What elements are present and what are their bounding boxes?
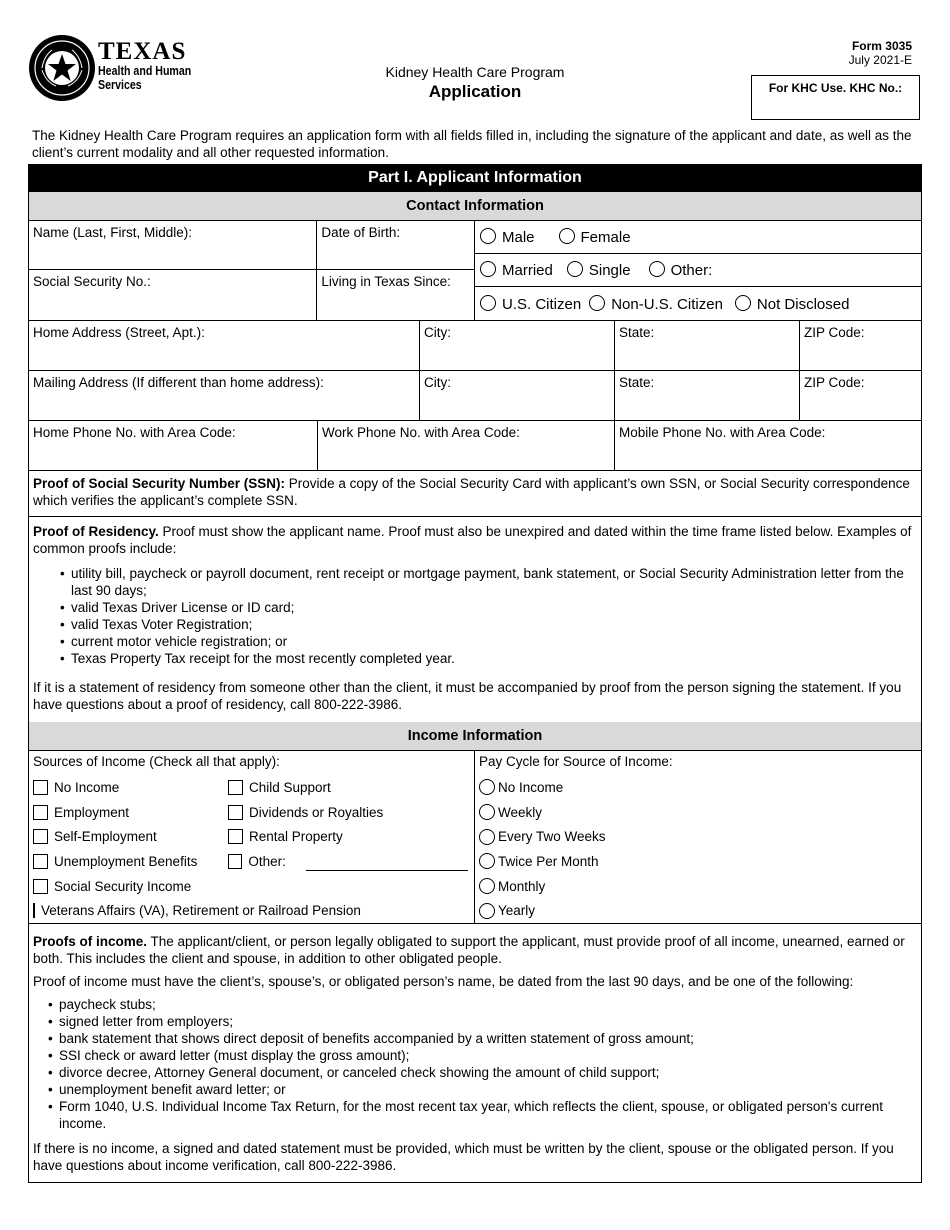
phone-row — [29, 421, 921, 471]
page-title: Application — [428, 82, 522, 101]
mailing-state-label: State: — [619, 375, 655, 390]
source-label: Veterans Affairs (VA), Retirement or Railroad Pension — [41, 903, 361, 919]
residency-section — [29, 517, 921, 722]
checkbox-icon[interactable] — [228, 829, 243, 844]
checkbox-icon[interactable] — [228, 805, 243, 820]
mobile-phone-label: Mobile Phone No. with Area Code: — [619, 425, 826, 440]
list-item: • Texas Property Tax receipt for the most recently completed year. — [59, 650, 921, 667]
us-citizen-label: U.S. Citizen — [502, 295, 582, 313]
list-item: • current motor vehicle registration; or — [59, 633, 921, 650]
income-proof-body: The applicant/client, or person legally obligated to support the applicant, must provide proof of all income, unearned, earned or both. This includes the client and spouse, in addition to other obligated people. — [33, 934, 905, 966]
pay-cycle-text: Twice Per Month — [498, 853, 599, 869]
male-label: Male — [502, 229, 535, 246]
income-sources — [29, 751, 475, 923]
pay-cycle — [475, 751, 921, 923]
not-disclosed-radio[interactable] — [735, 295, 751, 311]
dob-label: Date of Birth: — [321, 225, 401, 240]
home-zip-label: ZIP Code: — [804, 325, 865, 340]
checkbox-icon[interactable] — [228, 854, 242, 869]
mailing-zip-field[interactable] — [800, 371, 921, 420]
ssn-field[interactable] — [29, 270, 317, 320]
name-field[interactable] — [29, 221, 317, 269]
home-state-field[interactable] — [615, 321, 800, 370]
list-item: • unemployment benefit award letter; or — [47, 1081, 921, 1098]
checkbox-icon[interactable] — [33, 879, 48, 894]
home-city-field[interactable] — [420, 321, 615, 370]
single-label: Single — [588, 262, 631, 279]
pay-cycle-label: Pay Cycle for Source of Income: — [479, 754, 673, 769]
source-label: Social Security Income — [54, 878, 192, 894]
list-item: • valid Texas Driver License or ID card; — [59, 599, 921, 616]
citizen-options — [475, 287, 921, 320]
living-since-label: Living in Texas Since: — [321, 274, 451, 289]
source-unemployment[interactable] — [33, 849, 223, 874]
source-label: Employment — [54, 804, 130, 820]
source-label: Other: — [248, 853, 286, 869]
source-label: Self-Employment — [54, 829, 157, 845]
mailing-city-label: City: — [424, 375, 451, 390]
checkbox-icon[interactable] — [228, 780, 243, 795]
other-marital-radio[interactable] — [649, 261, 665, 277]
intro-text: The Kidney Health Care Program requires an application form with all fields filled in, including the signature of the applicant and date, as well as the client’s current modality and all other requested information. — [32, 128, 912, 160]
home-zip-field[interactable] — [800, 321, 921, 370]
logo-texas-text: TEXAS — [98, 38, 187, 65]
pay-cycle-option[interactable] — [479, 775, 917, 800]
part1-title: Part I. Applicant Information — [29, 164, 921, 192]
logo-line1: Health and Human — [98, 64, 192, 78]
non-us-citizen-label: Non-U.S. Citizen — [611, 295, 723, 313]
list-item: • divorce decree, Attorney General document, or canceled check showing the amount of child support; — [47, 1064, 921, 1081]
ssn-proof-text — [29, 471, 921, 516]
income-proof-section — [29, 924, 921, 1183]
logo-line2: Services — [98, 78, 142, 92]
residency-list — [29, 561, 921, 675]
pay-cycle-text: Yearly — [498, 903, 536, 919]
list-item: • Form 1040, U.S. Individual Income Tax Return, for the most recent tax year, which reflects the client, spouse, or obligated person's current income. — [47, 1098, 921, 1132]
pay-cycle-text: Monthly — [498, 878, 546, 894]
mailing-city-field[interactable] — [420, 371, 615, 420]
form-id — [849, 39, 912, 67]
residency-heading: Proof of Residency. — [33, 524, 159, 539]
source-label: No Income — [54, 779, 120, 795]
sources-label: Sources of Income (Check all that apply): — [33, 754, 280, 769]
home-state-label: State: — [619, 325, 655, 340]
residency-note: If it is a statement of residency from someone other than the client, it must be accompanied by proof from the person signing the statement. If you have questions about a proof of residency, call 800-222-3986. — [33, 680, 902, 712]
list-item: • utility bill, paycheck or payroll document, rent receipt or mortgage payment, bank statement, or Social Security Administration letter from the last 90 days; — [59, 565, 921, 599]
income-proof-list — [29, 994, 921, 1136]
checkbox-icon[interactable] — [33, 829, 48, 844]
work-phone-label: Work Phone No. with Area Code: — [322, 425, 520, 440]
list-item: • signed letter from employers; — [47, 1013, 921, 1030]
office-use-field[interactable] — [751, 75, 920, 120]
mailing-address-field[interactable] — [29, 371, 420, 420]
us-citizen-radio[interactable] — [480, 295, 496, 311]
form-number: Form 3035 — [851, 39, 912, 53]
pay-cycle-option[interactable] — [479, 824, 917, 849]
other-income-input[interactable] — [306, 852, 468, 871]
radio-icon[interactable] — [479, 853, 495, 869]
home-phone-field[interactable] — [29, 421, 318, 470]
mailing-address-row — [29, 371, 921, 421]
name-label: Name (Last, First, Middle): — [33, 225, 193, 240]
income-proof-heading: Proofs of income. — [33, 934, 148, 949]
male-radio[interactable] — [480, 228, 496, 244]
pay-cycle-text: Weekly — [498, 804, 543, 820]
income-proof-requirements: Proof of income must have the client’s, spouse’s, or obligated person’s name, be dated from the last 90 days, and be one of the following: — [33, 974, 854, 989]
source-label: Unemployment Benefits — [54, 853, 198, 869]
ssn-proof-body: Provide a copy of the Social Security Card with applicant’s own SSN, or Social Security correspondence which verifies the applicant’s complete SSN. — [33, 476, 910, 508]
pay-cycle-text: Every Two Weeks — [498, 829, 606, 845]
ssn-label: Social Security No.: — [33, 274, 151, 289]
contact-row — [29, 221, 921, 321]
mailing-zip-label: ZIP Code: — [804, 375, 865, 390]
source-no-income[interactable] — [33, 775, 223, 800]
title-block — [300, 64, 650, 103]
radio-icon[interactable] — [479, 804, 495, 820]
marital-options — [475, 254, 921, 287]
mailing-state-field[interactable] — [615, 371, 800, 420]
radio-icon[interactable] — [479, 903, 495, 919]
pay-cycle-option[interactable] — [479, 898, 917, 923]
not-disclosed-label: Not Disclosed — [756, 295, 850, 313]
source-veterans[interactable] — [33, 898, 361, 923]
source-label: Rental Property — [249, 829, 343, 845]
no-income-note: If there is no income, a signed and dated statement must be provided, which must be written by the client, spouse or the obligated person. If you have questions about income verification, call 800-222-3986. — [33, 1141, 894, 1173]
female-radio[interactable] — [559, 228, 575, 244]
other-marital-label: Other: — [670, 262, 713, 279]
list-item: • SSI check or award letter (must display the gross amount); — [47, 1047, 921, 1064]
source-self-employment[interactable] — [33, 824, 223, 849]
source-dividends[interactable] — [228, 800, 468, 825]
source-employment[interactable] — [33, 800, 223, 825]
pay-cycle-option[interactable] — [479, 800, 917, 825]
home-address-label: Home Address (Street, Apt.): — [33, 325, 205, 340]
mobile-phone-field[interactable] — [615, 421, 921, 470]
source-rental[interactable] — [228, 824, 468, 849]
married-radio[interactable] — [480, 261, 496, 277]
home-address-row — [29, 321, 921, 371]
mailing-address-label: Mailing Address (If different than home address): — [33, 375, 324, 390]
ssn-proof-section — [29, 471, 921, 517]
radio-icon[interactable] — [479, 878, 495, 894]
radio-icon[interactable] — [479, 779, 495, 795]
income-header: Income Information — [29, 722, 921, 751]
home-city-label: City: — [424, 325, 451, 340]
office-use-label: For KHC Use. KHC No.: — [768, 81, 903, 95]
source-other[interactable] — [228, 849, 468, 874]
source-child-support[interactable] — [228, 775, 468, 800]
texas-seal-icon — [28, 34, 96, 102]
list-item: • valid Texas Voter Registration; — [59, 616, 921, 633]
checkbox-icon[interactable] — [33, 903, 35, 918]
single-radio[interactable] — [567, 261, 583, 277]
pay-cycle-option[interactable] — [479, 849, 917, 874]
non-us-citizen-radio[interactable] — [589, 295, 605, 311]
program-name: Kidney Health Care Program — [385, 64, 565, 80]
married-label: Married — [502, 262, 553, 279]
form-date: July 2021-E — [848, 53, 912, 67]
home-phone-label: Home Phone No. with Area Code: — [33, 425, 236, 440]
living-since-field[interactable] — [317, 270, 474, 320]
home-address-field[interactable] — [29, 321, 420, 370]
female-label: Female — [580, 229, 631, 246]
residency-body: Proof must show the applicant name. Proof must also be unexpired and dated within the time frame listed below. Examples of common proofs include: — [33, 524, 912, 556]
income-row — [29, 751, 921, 924]
list-item: • bank statement that shows direct deposit of benefits accompanied by a written statement of gross amount; — [47, 1030, 921, 1047]
radio-icon[interactable] — [479, 829, 495, 845]
checkbox-icon[interactable] — [33, 854, 48, 869]
pay-cycle-option[interactable] — [479, 874, 917, 899]
hhs-logo — [28, 34, 208, 104]
residency-intro — [29, 517, 921, 561]
ssn-proof-heading: Proof of Social Security Number (SSN): — [33, 476, 286, 491]
source-label: Dividends or Royalties — [249, 804, 384, 820]
dob-field[interactable] — [317, 221, 474, 269]
source-label: Child Support — [249, 779, 331, 795]
source-social-security[interactable] — [33, 874, 223, 899]
pay-cycle-text: No Income — [498, 779, 564, 795]
income-proof-intro — [29, 924, 921, 971]
application-form — [28, 164, 922, 1183]
sex-options — [475, 221, 921, 254]
contact-header: Contact Information — [29, 192, 921, 221]
checkbox-icon[interactable] — [33, 780, 48, 795]
work-phone-field[interactable] — [318, 421, 615, 470]
list-item: • paycheck stubs; — [47, 996, 921, 1013]
checkbox-icon[interactable] — [33, 805, 48, 820]
